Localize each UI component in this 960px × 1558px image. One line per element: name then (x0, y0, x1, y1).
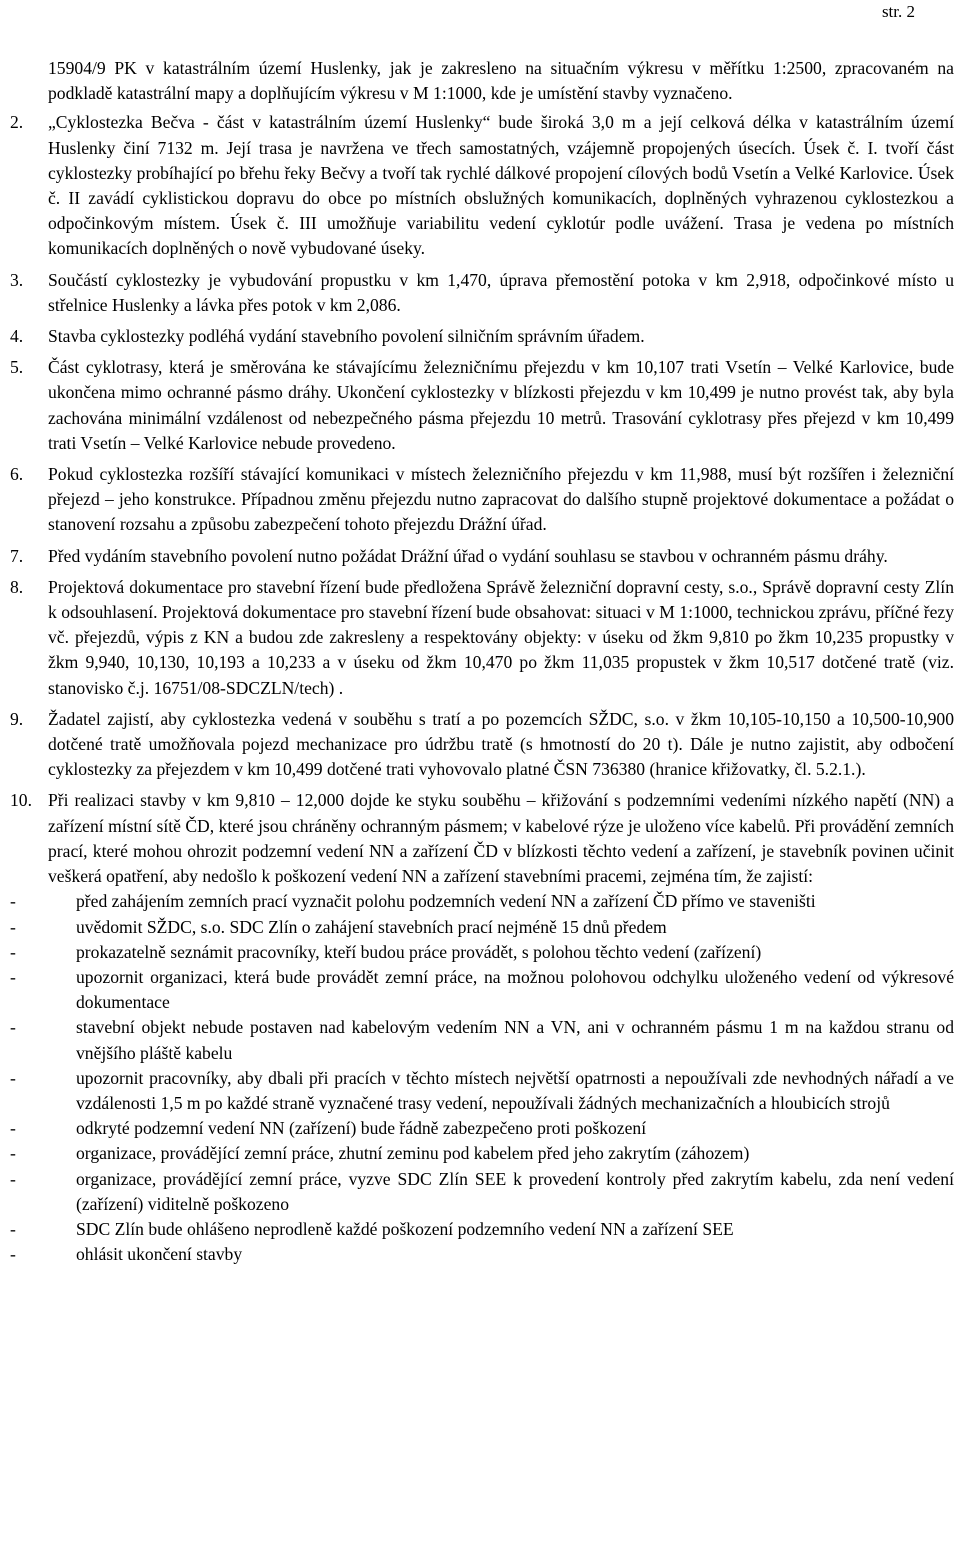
bullet-list (10, 889, 954, 1267)
item-number: 5. (10, 357, 24, 378)
item-number: 4. (10, 326, 24, 347)
bullet-text: prokazatelně seznámit pracovníky, kteří budou práce provádět, s polohou těchto vedení (zařízení) (76, 941, 762, 962)
item-number: 8. (10, 576, 24, 597)
bullet-dash: - (10, 1168, 16, 1189)
bullet-dash: - (10, 941, 16, 962)
item-text: Žadatel zajistí, aby cyklostezka vedená v souběhu s tratí a po pozemcích SŽDC, s.o. v žkm 10,105-10,150 a 10,500-10,900 dotčené tratě umožňovala pojezd mechanizace pro údržbu tratě (s hmotností do 20 t). Dále je nutno zajistit, aby odbočení cyklostezky za přejezdem v km 10,499 dotčené trati vyhovovalo platné ČSN 736380 (hranice křižovatky, čl. 5.2.1.). (48, 708, 954, 780)
bullet-dash: - (10, 891, 16, 912)
bullet-text: odkryté podzemní vedení NN (zařízení) bude řádně zabezpečeno proti poškození (76, 1118, 647, 1139)
bullet-text: ohlásit ukončení stavby (76, 1244, 243, 1265)
bullet-item (10, 1116, 954, 1141)
item-text: Projektová dokumentace pro stavební řízení bude předložena Správě železniční dopravní cesty, s.o., Správě dopravní cesty Zlín k odsouhlasení. Projektová dokumentace pro stavební řízení bude obsahovat: situaci v M 1:1000, technickou zprávu, příčné řezy vč. přejezdů, výpis z KN a budou zde zakresleny a respektovány objekty: v úseku od žkm 9,810 po žkm 10,235 propustky v žkm 9,940, 10,130, 10,193 a 10,233 a v úseku od žkm 10,470 po žkm 11,035 propustek v žkm 10,517 dotčené tratě (viz. stanovisko č.j. 16751/08-SDCZLN/tech) . (48, 576, 954, 698)
list-item-10 (10, 788, 954, 889)
item-number: 6. (10, 464, 24, 485)
list-item-3 (10, 268, 954, 318)
bullet-text: SDC Zlín bude ohlášeno neprodleně každé poškození podzemního vedení NN a zařízení SEE (76, 1218, 734, 1239)
bullet-dash: - (10, 1118, 16, 1139)
item-text: Část cyklotrasy, která je směrována ke stávajícímu železničnímu přejezdu v km 10,107 trati Vsetín – Velké Karlovice, bude ukončena mimo ochranné pásmo dráhy. Ukončení cyklostezky v blízkosti přejezdu v km 10,499 je nutno provést tak, aby byla zachována minimální vzdálenost od nebezpečného pásma přejezdu 10 metrů. Trasování cyklotrasy přes přejezd v km 10,499 trati Vsetín – Velké Karlovice nebude provedeno. (48, 357, 954, 453)
item-number: 7. (10, 545, 24, 566)
bullet-item (10, 940, 954, 965)
bullet-item (10, 889, 954, 914)
bullet-dash: - (10, 966, 16, 987)
document-body (10, 56, 954, 1267)
list-item-9 (10, 707, 954, 783)
item-text: Při realizaci stavby v km 9,810 – 12,000 dojde ke styku souběhu – křižování s podzemními vedeními nízkého napětí (NN) a zařízení místní sítě ČD, které jsou chráněny ochranným pásmem; v kabelové rýze je uloženo více kabelů. Při provádění zemních prací, které mohou ohrozit podzemní vedení NN a zařízení ČD v blízkosti těchto vedení a zařízení, je stavebník povinen učinit veškerá opatření, aby nedošlo k poškození vedení NN a zařízení stavebními pracemi, zejména tím, že zajistí: (48, 790, 954, 887)
item-number: 3. (10, 269, 24, 290)
bullet-dash: - (10, 1244, 16, 1265)
bullet-text: před zahájením zemních prací vyznačit polohu podzemních vedení NN a zařízení ČD přímo ve staveništi (76, 891, 816, 912)
list-item-7 (10, 544, 954, 569)
list-item-2 (10, 110, 954, 261)
bullet-text: upozornit pracovníky, aby dbali při pracích v těchto místech největší opatrnosti a nepoužívali zde nevhodných nářadí a ve vzdálenosti 1,5 m po každé straně vyznačené trasy vedení, nepoužívali žádných mechanizačních a hloubicích strojů (76, 1067, 954, 1113)
item-text: Součástí cyklostezky je vybudování propustku v km 1,470, úprava přemostění potoka v km 2,918, odpočinkové místo u střelnice Huslenky a lávka přes potok v km 2,086. (48, 269, 954, 315)
bullet-item (10, 1141, 954, 1166)
bullet-item (10, 1217, 954, 1242)
intro-paragraph: 15904/9 PK v katastrálním území Huslenky, jak je zakresleno na situačním výkresu v měřítku 1:2500, zpracovaném na podkladě katastrální mapy a doplňujícím výkresu v M 1:1000, kde je umístění stavby vyznačeno. (48, 58, 954, 104)
item-text: Před vydáním stavebního povolení nutno požádat Drážní úřad o vydání souhlasu se stavbou v ochranném pásmu dráhy. (48, 545, 888, 566)
item-number: 2. (10, 112, 24, 133)
page-number: str. 2 (881, 2, 915, 21)
bullet-text: uvědomit SŽDC, s.o. SDC Zlín o zahájení stavebních prací nejméně 15 dnů předem (76, 916, 667, 937)
list-item-5 (10, 355, 954, 456)
item-text: Pokud cyklostezka rozšíří stávající komunikaci v místech železničního přejezdu v km 11,988, musí být rozšířen i železniční přejezd – jeho konstrukce. Případnou změnu přejezdu nutno zapracovat do dalšího stupně projektové dokumentace a požádat o stanovení rozsahu a způsobu zabezpečení tohoto přejezdu Drážní úřad. (48, 464, 954, 535)
bullet-text: organizace, provádějící zemní práce, vyzve SDC Zlín SEE k provedení kontroly před zakrytím kabelu, zda není vedení (zařízení) viditelně poškozeno (76, 1168, 954, 1214)
item-text: Stavba cyklostezky podléhá vydání stavebního povolení silničním správním úřadem. (48, 326, 645, 347)
bullet-item (10, 1015, 954, 1065)
bullet-item (10, 1242, 954, 1267)
list-item-8 (10, 575, 954, 701)
bullet-item (10, 965, 954, 1015)
bullet-dash: - (10, 1017, 16, 1038)
bullet-dash: - (10, 1218, 16, 1239)
item-text: „Cyklostezka Bečva - část v katastrálním území Huslenky“ bude široká 3,0 m a její celková délka v katastrálním území Huslenky činí 7132 m. Její trasa je navržena ve třech samostatných, vzájemně propojených úsecích. Úsek č. I. tvoří část cyklostezky probíhající po břehu řeky Bečvy a tvoří tak rychlé dálkové propojení cílových bodů Vsetín a Velké Karlovice. Úsek č. II zavádí cyklistickou dopravu do obce po místních obslužných komunikacích, doplněných vyhrazenou cyklostezkou a odpočinkovým místem. Úsek č. III umožňuje variabilitu vedení cyklotúr podle uvážení. Trasa je vedena po místních komunikacích doplněných o nově vybudované úseky. (48, 112, 954, 259)
list-item-4 (10, 324, 954, 349)
bullet-dash: - (10, 1067, 16, 1088)
item-number: 10. (10, 790, 32, 811)
bullet-dash: - (10, 916, 16, 937)
list-item-6 (10, 462, 954, 538)
bullet-text: organizace, provádějící zemní práce, zhutní zeminu pod kabelem před jeho zakrytím (záhozem) (76, 1143, 750, 1164)
bullet-text: stavební objekt nebude postaven nad kabelovým vedením NN a VN, ani v ochranném pásmu 1 m na každou stranu od vnějšího pláště kabelu (76, 1017, 954, 1063)
bullet-dash: - (10, 1143, 16, 1164)
bullet-text: upozornit organizaci, která bude provádět zemní práce, na možnou polohovou odchylku uloženého vedení od výkresové dokumentace (76, 966, 954, 1013)
bullet-item (10, 1066, 954, 1116)
item-number: 9. (10, 708, 24, 729)
bullet-item (10, 1167, 954, 1217)
bullet-item (10, 915, 954, 940)
